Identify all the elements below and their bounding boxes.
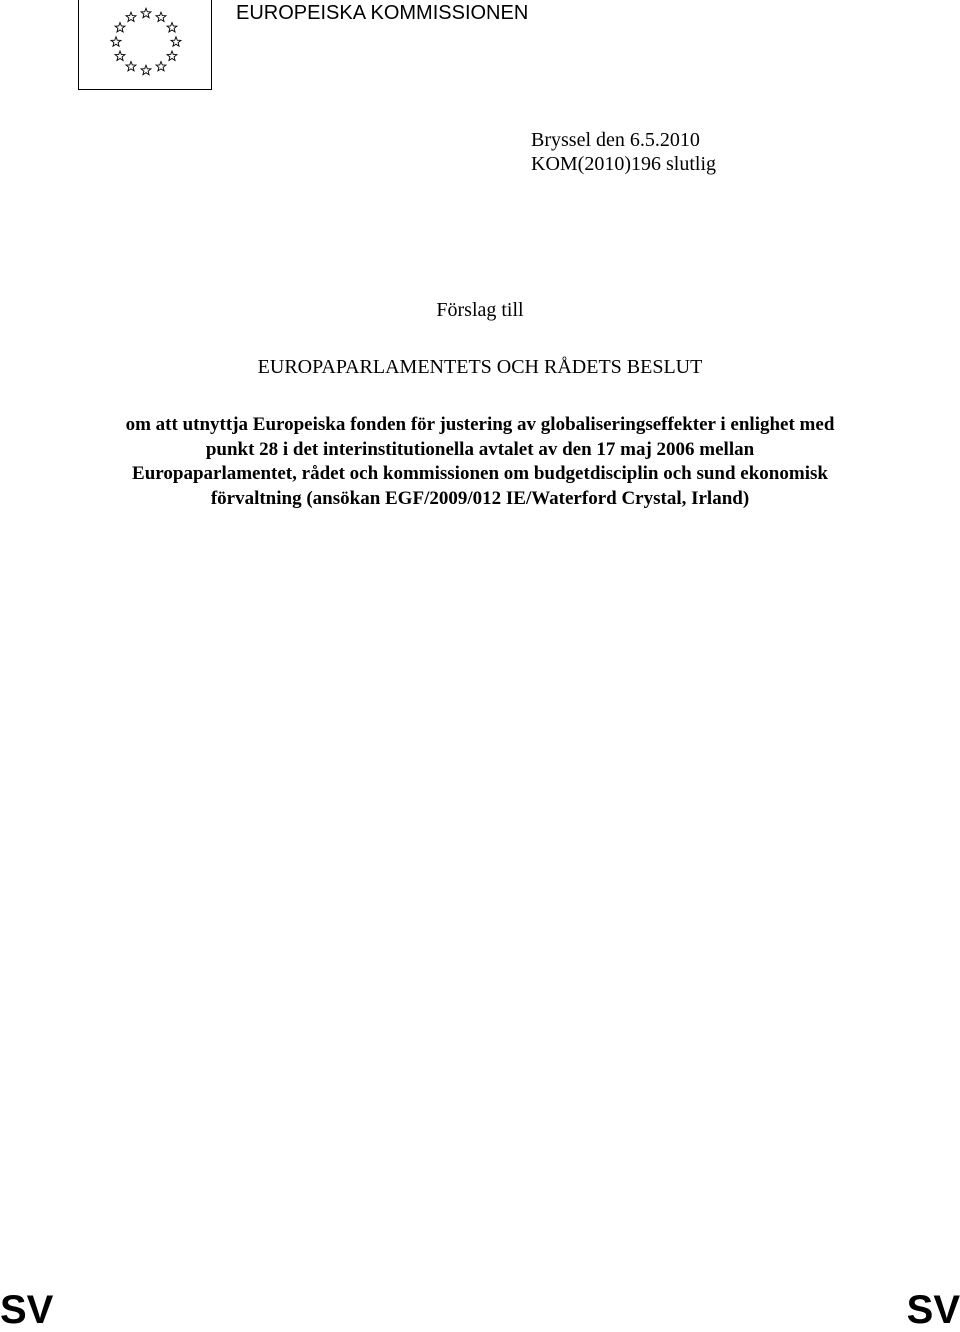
act-subject [78,413,882,511]
subject-line: om att utnyttja Europeiska fonden för justering av globaliseringseffekter i enlighet med [125,414,835,435]
star-icon [167,51,177,60]
act-title: EUROPAPARLAMENTETS OCH RÅDETS BESLUT [257,356,703,378]
star-icon [111,37,121,46]
star-icon [115,23,125,32]
star-icon [126,12,136,21]
star-icon [167,23,177,32]
star-icon [126,61,136,70]
star-icon [141,8,151,17]
star-icon [141,65,151,74]
document-reference: KOM(2010)196 slutlig [531,153,716,175]
language-code-left: SV [0,1288,54,1332]
star-icon [171,37,181,46]
organisation-name: EUROPEISKA KOMMISSIONEN [236,2,529,24]
eu-flag-stars-icon [79,0,213,90]
star-icon [115,51,125,60]
star-icon [156,12,166,21]
proposal-label: Förslag till [436,299,524,321]
subject-line: Europaparlamentet, rådet och kommissionen om budgetdisciplin och sund ekonomisk [132,463,828,484]
eu-emblem [78,0,212,90]
subject-line: punkt 28 i det interinstitutionella avtalet av den 17 maj 2006 mellan [205,438,755,460]
subject-line: förvaltning (ansökan EGF/2009/012 IE/Waterford Crystal, Irland) [210,487,750,509]
place-and-date: Bryssel den 6.5.2010 [531,129,700,151]
star-icon [156,61,166,70]
language-code-right: SV [906,1288,960,1332]
